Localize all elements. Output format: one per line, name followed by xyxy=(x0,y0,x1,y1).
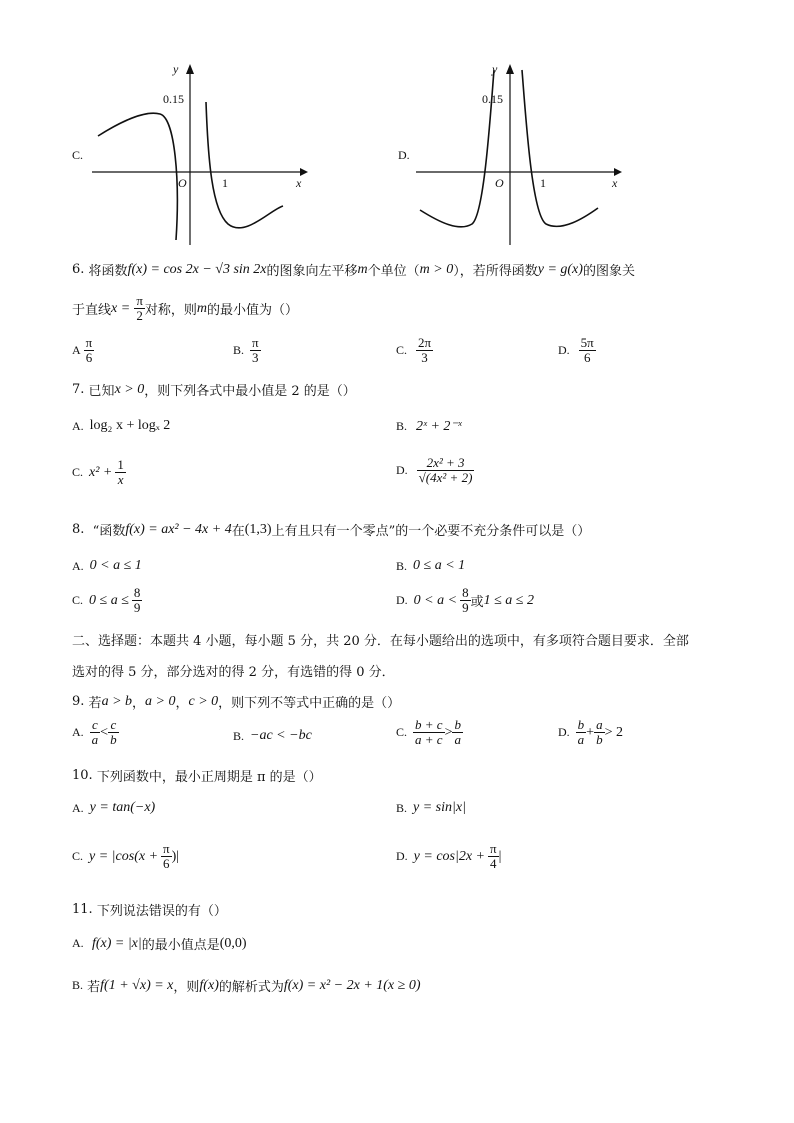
q9-option-d[interactable]: D. $\frac{b}{a}$ + $\frac{a}{b}$ > 2 xyxy=(558,717,623,748)
q10-option-a[interactable]: A. y = tan(−x) xyxy=(72,800,156,815)
option-label-c-graph: C. xyxy=(72,148,84,162)
q6-line2: 于直线 x = $\frac{\pi}{2}$ 对称，则 m 的最小值为（） xyxy=(72,293,299,324)
section2-line2: 选对的得 5 分，部分选对的得 2 分，有选错的得 0 分． xyxy=(72,665,395,680)
q6-pi-over-2: $\frac{\pi}{2}$ xyxy=(136,293,143,324)
graph-d-x-label: x xyxy=(612,176,618,190)
q10-option-c[interactable]: C. y = |cos(x + $\frac{\pi}{6}$ )| xyxy=(72,841,180,872)
graph-c-origin: O xyxy=(178,176,187,190)
q11-option-a[interactable]: A. f(x) = |x| 的最小值点是 (0,0) xyxy=(72,935,247,953)
q8-option-a[interactable]: A. 0 < a ≤ 1 xyxy=(72,558,142,573)
graph-d-y-label: y xyxy=(492,62,498,76)
graph-c-y-label: y xyxy=(173,62,179,76)
graph-d-tick-y: 0.15 xyxy=(482,92,503,106)
q6-option-c[interactable]: C. $\frac{2\pi}{3}$ xyxy=(396,335,432,366)
q6-option-a[interactable]: A $\frac{\pi}{6}$ xyxy=(72,335,93,366)
q7-option-b[interactable]: B. 2ˣ + 2⁻ˣ xyxy=(396,419,462,434)
q6-function: f(x) = cos 2x − √3 sin 2x xyxy=(127,261,267,277)
q8-stem: 8. “函数 f(x) = ax² − 4x + 4 在 (1,3) 上有且只有一个零点”的一个必要不充分条件可以是（） xyxy=(72,521,591,539)
graph-c xyxy=(90,60,310,250)
q8-option-d[interactable]: D. 0 < a < $\frac{8}{9}$ 或 1 ≤ a ≤ 2 xyxy=(396,585,534,616)
q10-stem: 10. 下列函数中，最小正周期是 π 的是（） xyxy=(72,768,322,785)
graph-c-tick-y: 0.15 xyxy=(163,92,184,106)
q9-option-b[interactable]: B. −ac < −bc xyxy=(233,728,312,743)
q6-line1: 6. 将函数 f(x) = cos 2x − √3 sin 2x 的图象向左平移 m 个单位（ m > 0 ），若所得函数 y = g(x) 的图象关 xyxy=(72,261,635,279)
graph-c-tick-x: 1 xyxy=(222,176,228,190)
q6-option-d[interactable]: D. $\frac{5\pi}{6}$ xyxy=(558,335,594,366)
q9-option-c[interactable]: C. $\frac{b + c}{a + c}$ > $\frac{b}{a}$ xyxy=(396,717,461,748)
graph-d-tick-x: 1 xyxy=(540,176,546,190)
graph-d xyxy=(414,60,634,250)
q10-option-d[interactable]: D. y = cos|2x + $\frac{\pi}{4}$ | xyxy=(396,841,502,872)
q7-stem: 7. 已知 x > 0 ，则下列各式中最小值是 2 的是（） xyxy=(72,381,356,399)
graph-c-x-label: x xyxy=(296,176,302,190)
q6-number: 6. xyxy=(72,262,85,277)
q11-option-b[interactable]: B. 若 f(1 + √x) = x ，则 f(x) 的解析式为 f(x) = x² − 2x + 1(x ≥ 0) xyxy=(72,977,421,995)
q8-option-c[interactable]: C. 0 ≤ a ≤ $\frac{8}{9}$ xyxy=(72,585,141,616)
q9-stem: 9. 若 a > b ， a > 0 ， c > 0 ，则下列不等式中正确的是（） xyxy=(72,693,401,711)
q9-option-a[interactable]: A. $\frac{c}{a}$ < $\frac{c}{b}$ xyxy=(72,717,117,748)
q10-option-b[interactable]: B. y = sin|x| xyxy=(396,800,466,815)
q7-option-c[interactable]: C. x² + $\frac{1}{x}$ xyxy=(72,457,124,488)
section2-line1: 二、选择题：本题共 4 小题，每小题 5 分，共 20 分．在每小题给出的选项中，有多项符合题目要求．全部 xyxy=(72,634,689,649)
q7-option-d[interactable]: D. $\frac{\text{2x² + 3}}{\text{√(4x² + 2)}}$ xyxy=(396,455,473,486)
q6-option-b[interactable]: B. $\frac{\pi}{3}$ xyxy=(233,335,259,366)
q7-option-a[interactable]: A. log₂ x + logₓ 2 xyxy=(72,418,171,433)
option-label-d-graph: D. xyxy=(398,148,410,162)
q11-stem: 11. 下列说法错误的有（） xyxy=(72,902,227,919)
graph-d-origin: O xyxy=(495,176,504,190)
q8-option-b[interactable]: B. 0 ≤ a < 1 xyxy=(396,558,466,573)
